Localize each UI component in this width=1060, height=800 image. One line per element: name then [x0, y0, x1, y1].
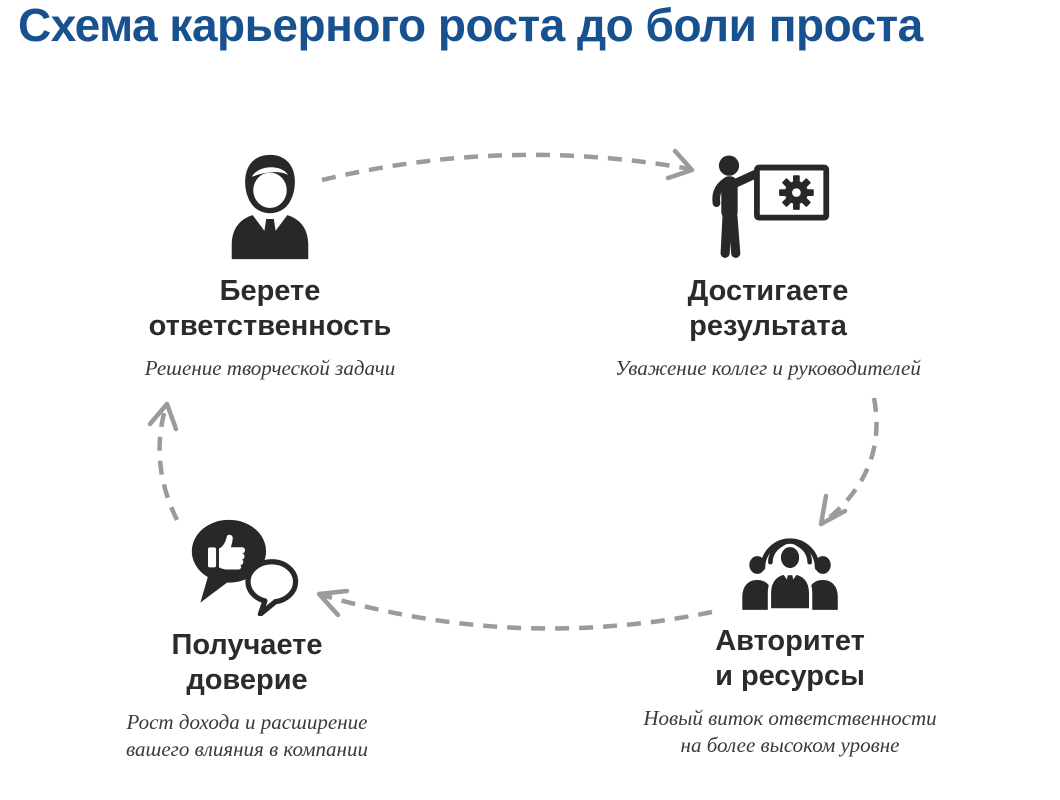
node-gain-trust — [82, 514, 412, 763]
node-subtitle: Уважение коллег и руководителей — [615, 355, 921, 380]
node-subtitle: Новый виток ответственности на более высоком уровне — [643, 705, 937, 757]
node-title: Получаете доверие — [171, 629, 323, 696]
node-take-responsibility — [120, 150, 420, 382]
arrow-right — [821, 398, 877, 524]
node-title: Авторитет и ресурсы — [715, 625, 865, 692]
page-title: Схема карьерного роста до боли проста — [18, 0, 923, 51]
businessman-icon — [222, 152, 318, 262]
node-authority-resources — [605, 516, 975, 759]
node-subtitle: Рост дохода и расширение вашего влияния в компании — [126, 709, 368, 761]
node-title: Берете ответственность — [148, 275, 392, 342]
arrow-left — [150, 404, 177, 520]
node-achieve-results — [593, 150, 943, 382]
presenter-board-gear-icon — [703, 154, 833, 262]
node-subtitle: Решение творческой задачи — [144, 355, 396, 380]
feedback-speech-bubbles-icon — [188, 516, 307, 616]
team-influence-icon — [732, 518, 849, 612]
node-title: Достигаете результата — [687, 275, 849, 342]
